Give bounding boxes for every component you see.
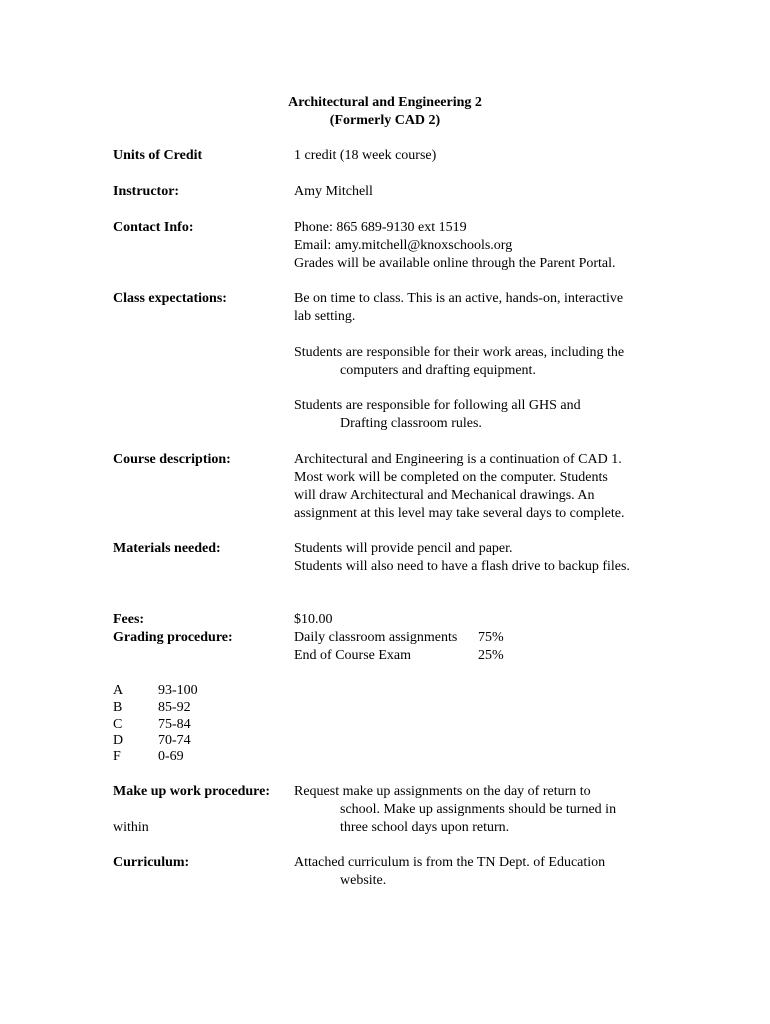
grade-range: 85-92 (158, 700, 191, 715)
grade-range: 70-74 (158, 733, 191, 748)
grade-letter: A (113, 683, 124, 698)
curriculum-label: Curriculum: (113, 855, 190, 870)
grade-letter: B (113, 700, 123, 715)
description-line2: Most work will be completed on the computer. Students (294, 470, 608, 485)
materials-line1: Students will provide pencil and paper. (294, 541, 513, 556)
grading-label: Grading procedure: (113, 630, 233, 645)
instructor-label: Instructor: (113, 184, 180, 199)
units-value: 1 credit (18 week course) (294, 148, 437, 163)
contact-phone: Phone: 865 689-9130 ext 1519 (294, 220, 467, 235)
grade-range: 75-84 (158, 717, 191, 732)
description-line4: assignment at this level may take several days to complete. (294, 506, 625, 521)
fees-label: Fees: (113, 612, 145, 627)
contact-grades-note: Grades will be available online through the Parent Portal. (294, 256, 616, 271)
expectations-p2-line1: Students are responsible for their work areas, including the (294, 345, 625, 360)
expectations-p3-line2: Drafting classroom rules. (340, 416, 482, 431)
document-subtitle: (Formerly CAD 2) (329, 113, 441, 128)
makeup-label: Make up work procedure: (113, 784, 270, 799)
makeup-line3: three school days upon return. (340, 820, 510, 835)
makeup-within: within (113, 820, 149, 835)
expectations-p1-line2: lab setting. (294, 309, 356, 324)
description-label: Course description: (113, 452, 231, 467)
curriculum-line1: Attached curriculum is from the TN Dept. of Education (294, 855, 606, 870)
expectations-p1-line1: Be on time to class. This is an active, hands-on, interactive (294, 291, 624, 306)
grade-range: 0-69 (158, 749, 184, 764)
document-title: Architectural and Engineering 2 (288, 95, 482, 110)
grade-letter: C (113, 717, 123, 732)
grade-letter: D (113, 733, 124, 748)
description-line3: will draw Architectural and Mechanical drawings. An (294, 488, 595, 503)
expectations-label: Class expectations: (113, 291, 227, 306)
instructor-value: Amy Mitchell (294, 184, 373, 199)
grading-item-name: End of Course Exam (294, 648, 412, 663)
contact-email: Email: amy.mitchell@knoxschools.org (294, 238, 513, 253)
curriculum-line2: website. (340, 873, 387, 888)
fees-value: $10.00 (294, 612, 333, 627)
grade-range: 93-100 (158, 683, 198, 698)
expectations-p2-line2: computers and drafting equipment. (340, 363, 536, 378)
grading-item-percent: 75% (478, 630, 504, 645)
expectations-p3-line1: Students are responsible for following all GHS and (294, 398, 581, 413)
grading-item-name: Daily classroom assignments (294, 630, 458, 645)
grading-item-percent: 25% (478, 648, 504, 663)
contact-label: Contact Info: (113, 220, 194, 235)
makeup-line1: Request make up assignments on the day of return to (294, 784, 591, 799)
grade-letter: F (113, 749, 121, 764)
makeup-line2: school. Make up assignments should be turned in (340, 802, 617, 817)
units-label: Units of Credit (113, 148, 203, 163)
materials-line2: Students will also need to have a flash drive to backup files. (294, 559, 630, 574)
description-line1: Architectural and Engineering is a continuation of CAD 1. (294, 452, 622, 467)
materials-label: Materials needed: (113, 541, 221, 556)
